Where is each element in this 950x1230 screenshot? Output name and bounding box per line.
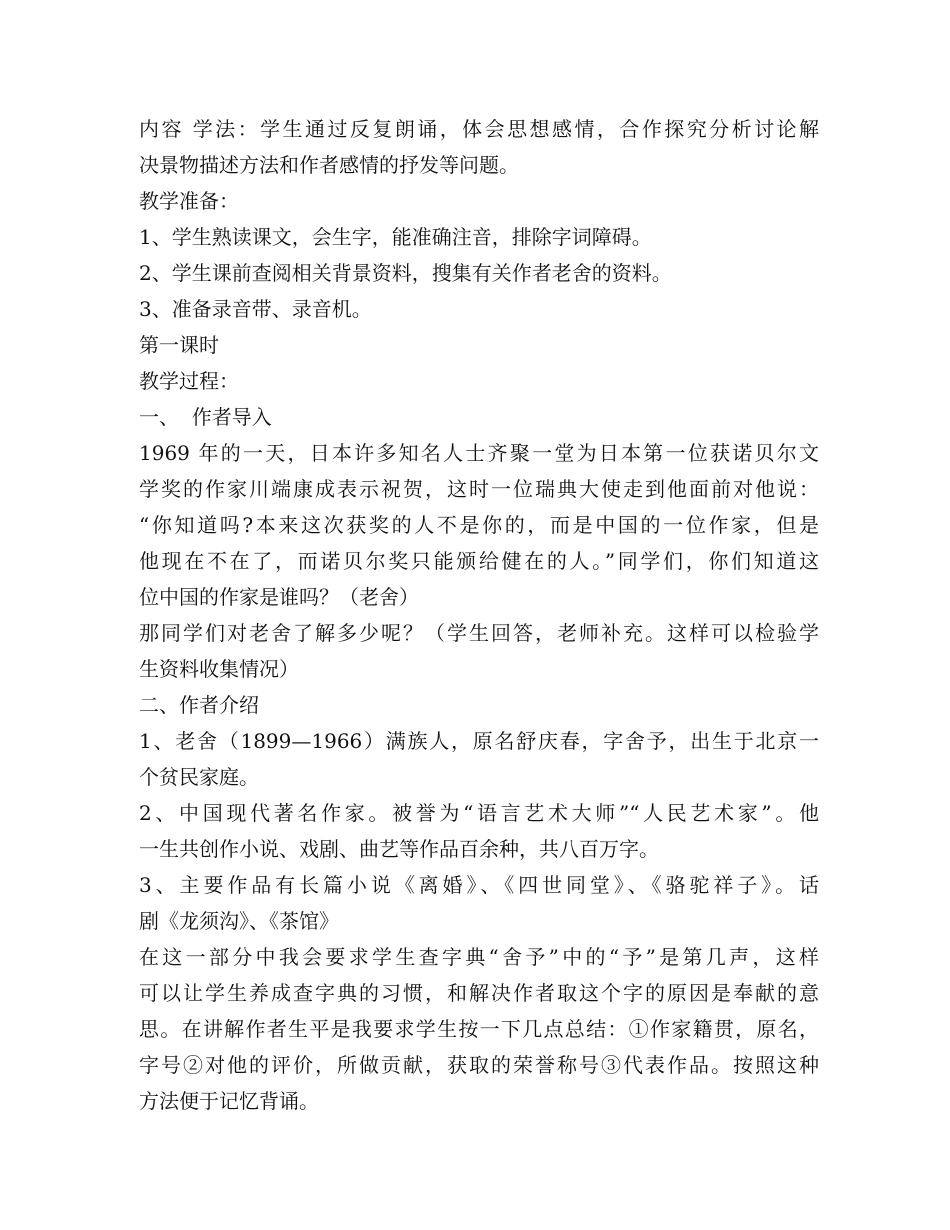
text-line: 位中国的作家是谁吗？（老舍）	[139, 585, 419, 609]
text-line: 2、学生课前查阅相关背景资料，搜集有关作者老舍的资料。	[139, 261, 672, 285]
text-line: 剧《龙须沟》、《茶馆》	[139, 909, 339, 933]
text-line: 1、学生熟读课文，会生字，能准确注音，排除字词障碍。	[139, 225, 652, 249]
text-line: 3、主要作品有长篇小说《离婚》、《四世同堂》、《骆驼祥子》。话	[139, 873, 819, 897]
text-line: 个贫民家庭。	[139, 765, 259, 789]
text-line: 学奖的作家川端康成表示祝贺，这时一位瑞典大使走到他面前对他说：	[139, 477, 819, 501]
text-line: 1、老舍（1899—1966）满族人，原名舒庆春，字舍予，出生于北京一	[139, 729, 819, 753]
text-line: 第一课时	[139, 333, 219, 357]
section-heading: 二、作者介绍	[139, 693, 259, 717]
text-line: 方法便于记忆背诵。	[139, 1089, 319, 1113]
text-line: 决景物描述方法和作者感情的抒发等问题。	[139, 153, 519, 177]
text-line: 字号②对他的评价，所做贡献，获取的荣誉称号③代表作品。按照这种	[139, 1053, 819, 1077]
text-line: “你知道吗?本来这次获奖的人不是你的，而是中国的一位作家，但是	[139, 513, 819, 537]
text-line: 可以让学生养成查字典的习惯，和解决作者取这个字的原因是奉献的意	[139, 981, 819, 1005]
text-line: 3、准备录音带、录音机。	[139, 297, 372, 321]
text-line: 1969 年的一天，日本许多知名人士齐聚一堂为日本第一位获诺贝尔文	[139, 441, 819, 465]
document-body	[139, 111, 819, 1119]
text-line: 在这一部分中我会要求学生查字典“舍予”中的“予”是第几声，这样	[139, 945, 819, 969]
text-line: 思。在讲解作者生平是我要求学生按一下几点总结：①作家籍贯，原名，	[139, 1017, 819, 1041]
text-line: 他现在不在了，而诺贝尔奖只能颁给健在的人。”同学们，你们知道这	[139, 549, 819, 573]
text-line: 内容 学法：学生通过反复朗诵，体会思想感情，合作探究分析讨论解	[139, 117, 819, 141]
text-line: 那同学们对老舍了解多少呢？（学生回答，老师补充。这样可以检验学	[139, 621, 819, 645]
section-heading: 一、 作者导入	[139, 405, 272, 429]
text-line: 教学准备：	[139, 189, 239, 213]
text-line: 一生共创作小说、戏剧、曲艺等作品百余种，共八百万字。	[139, 837, 659, 861]
text-line: 教学过程：	[139, 369, 239, 393]
text-line: 生资料收集情况）	[139, 657, 299, 681]
text-line: 2、中国现代著名作家。被誉为“语言艺术大师”“人民艺术家”。他	[139, 801, 819, 825]
